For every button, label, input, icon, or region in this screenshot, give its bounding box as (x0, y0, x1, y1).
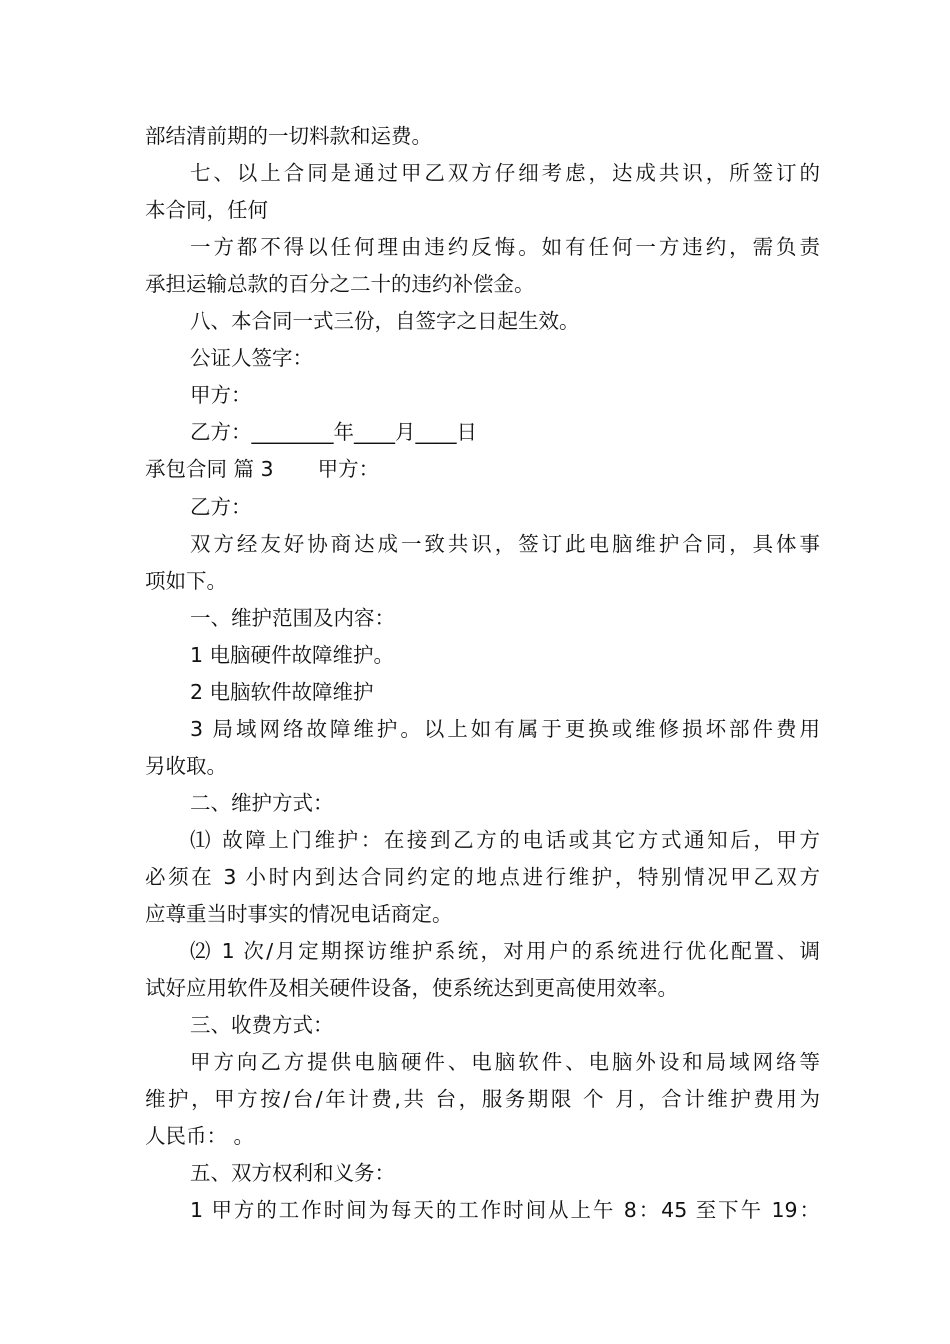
text-line: 3 局域网络故障维护。以上如有属于更换或维修损坏部件费用 (190, 717, 820, 741)
text-line: 乙方： (190, 495, 252, 519)
section-heading-line (145, 455, 820, 483)
text-line: 维护，甲方按/台/年计费,共 台，服务期限 个 月，合计维护费用为 (145, 1087, 820, 1111)
text-line: 一、维护范围及内容： (190, 606, 395, 630)
text-line: 1 甲方的工作时间为每天的工作时间从上午 8：45 至下午 19： (190, 1198, 820, 1222)
text-line: 二、维护方式： (190, 791, 334, 815)
text-line: 1 电脑硬件故障维护。 (190, 643, 395, 667)
text-line: 八、本合同一式三份，自签字之日起生效。 (190, 309, 580, 333)
text-line: 三、收费方式： (190, 1013, 334, 1037)
text-line: 项如下。 (145, 569, 227, 593)
text-line: 七、以上合同是通过甲乙双方仔细考虑，达成共识，所签订的 (190, 161, 820, 185)
text-line: 2 电脑软件故障维护 (190, 680, 374, 704)
text-line: 必须在 3 小时内到达合同约定的地点进行维护，特别情况甲乙双方 (145, 865, 820, 889)
signature-date-line: 乙方：________年____月____日 (190, 420, 477, 444)
text-line: 应尊重当时事实的情况电话商定。 (145, 902, 453, 926)
text-line: 试好应用软件及相关硬件设备，使系统达到更高使用效率。 (145, 976, 678, 1000)
party-a-label: 甲方： (317, 457, 380, 481)
text-line: 另收取。 (145, 754, 227, 778)
text-line: 公证人签字： (190, 346, 313, 370)
text-line: 承担运输总款的百分之二十的违约补偿金。 (145, 272, 535, 296)
text-line: 部结清前期的一切料款和运费。 (145, 124, 432, 148)
text-line: 本合同，任何 (145, 198, 268, 222)
text-line: 一方都不得以任何理由违约反悔。如有任何一方违约，需负责 (190, 235, 820, 259)
text-line: ⑵ 1 次/月定期探访维护系统，对用户的系统进行优化配置、调 (190, 939, 820, 963)
text-line: ⑴ 故障上门维护：在接到乙方的电话或其它方式通知后，甲方 (190, 828, 820, 852)
text-line: 双方经友好协商达成一致共识，签订此电脑维护合同，具体事 (190, 532, 820, 556)
text-line: 甲方： (190, 383, 252, 407)
text-line: 五、双方权利和义务： (190, 1161, 395, 1185)
text-line: 人民币： 。 (145, 1124, 255, 1148)
text-line: 甲方向乙方提供电脑硬件、电脑软件、电脑外设和局域网络等 (190, 1050, 820, 1074)
section-heading: 承包合同 篇 3 (145, 457, 274, 481)
